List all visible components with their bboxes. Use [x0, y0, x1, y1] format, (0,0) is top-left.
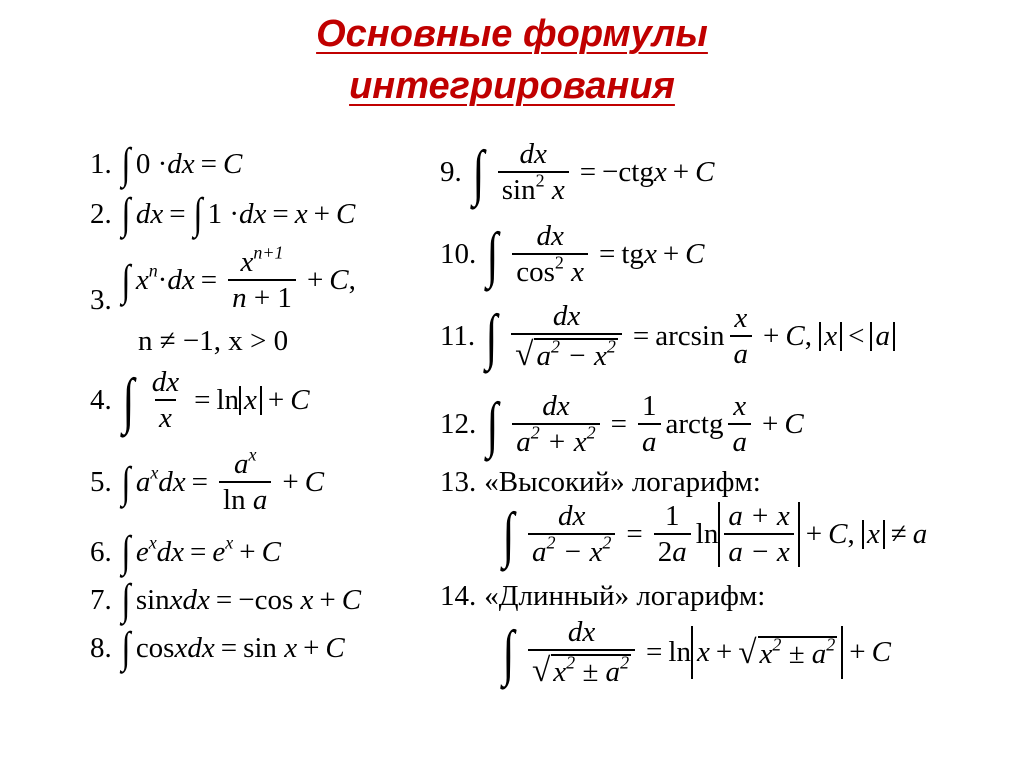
- page-title: [0, 8, 1024, 112]
- formula-number: 11.: [440, 320, 476, 353]
- formula-14: ∫ dx √ $x^2 \pm a^2$ = ln x + √ $x^2 \pm a^2$ + C: [502, 616, 891, 689]
- formula-13: ∫ $\frac{dx}{a^2 - x^2}$ = $\frac{1}{2a}$ ln $\frac{a + x}{a - x}$ + C , x ≠ a: [502, 500, 928, 569]
- formula-6: 6. ∫ $e^xdx$ = $e^x$ + C: [90, 527, 281, 576]
- formula-13-label: «Высокий» логарифм:: [484, 466, 761, 498]
- formula-number: 9.: [440, 156, 462, 188]
- title-line-2: интегрирования: [349, 65, 675, 107]
- formula-number: 10.: [440, 238, 477, 270]
- formula-4: 4. ∫ $\frac{dx}{x}$ = ln x + C: [90, 366, 310, 435]
- formula-number: 8.: [90, 631, 112, 664]
- formula-number: 12.: [440, 408, 477, 440]
- formula-number: 1.: [90, 147, 112, 180]
- formula-14-heading: [440, 582, 765, 611]
- formula-9: 9. ∫ $\frac{dx}{\sin^2 x}$ = −ctg x + C: [440, 138, 715, 207]
- formula-13-heading: [440, 468, 761, 497]
- formula-11: 11. ∫ dx √ $a^2 - x^2$ = arcsin $\frac{x}{a}$ + C , x < a: [440, 302, 895, 371]
- formula-number: 13.: [440, 466, 477, 498]
- formula-10: 10. ∫ $\frac{dx}{\cos^2 x}$ = tg x + C: [440, 220, 705, 289]
- formula-number: 14.: [440, 580, 477, 612]
- formula-14-label: «Длинный» логарифм:: [484, 580, 766, 612]
- formula-5: 5. ∫ $a^xdx$ = $\frac{a^x}{\text{ln a}}$ + C: [90, 444, 325, 516]
- formula-number: 5.: [90, 466, 112, 498]
- formula-3-condition: n ≠ −1, x > 0: [138, 325, 289, 357]
- title-line-1: Основные формулы: [316, 13, 708, 55]
- formula-7: 7. ∫ sin xdx = −cos x + C: [90, 575, 362, 624]
- formula-2: 2. ∫ dx = ∫ 1 · dx = x + C: [90, 189, 356, 238]
- formula-1: 1. ∫ 0 · dx = C: [90, 139, 243, 188]
- formula-number: 6.: [90, 535, 112, 568]
- formula-12: 12. ∫ $\frac{dx}{a^2 + x^2}$ = $\frac{1}{a}$ arctg $\frac{x}{a}$ + C: [440, 390, 804, 459]
- formula-number: 2.: [90, 197, 112, 230]
- formula-number: 7.: [90, 583, 112, 616]
- formula-8: 8. ∫ cos xdx = sin x + C: [90, 623, 345, 672]
- formula-number: 4.: [90, 384, 112, 416]
- formula-3: 3. ∫ $x^n$ · dx = $\frac{x^{n+1}}{n + 1}$ + C ,: [90, 242, 356, 316]
- formula-number: 3.: [90, 284, 112, 316]
